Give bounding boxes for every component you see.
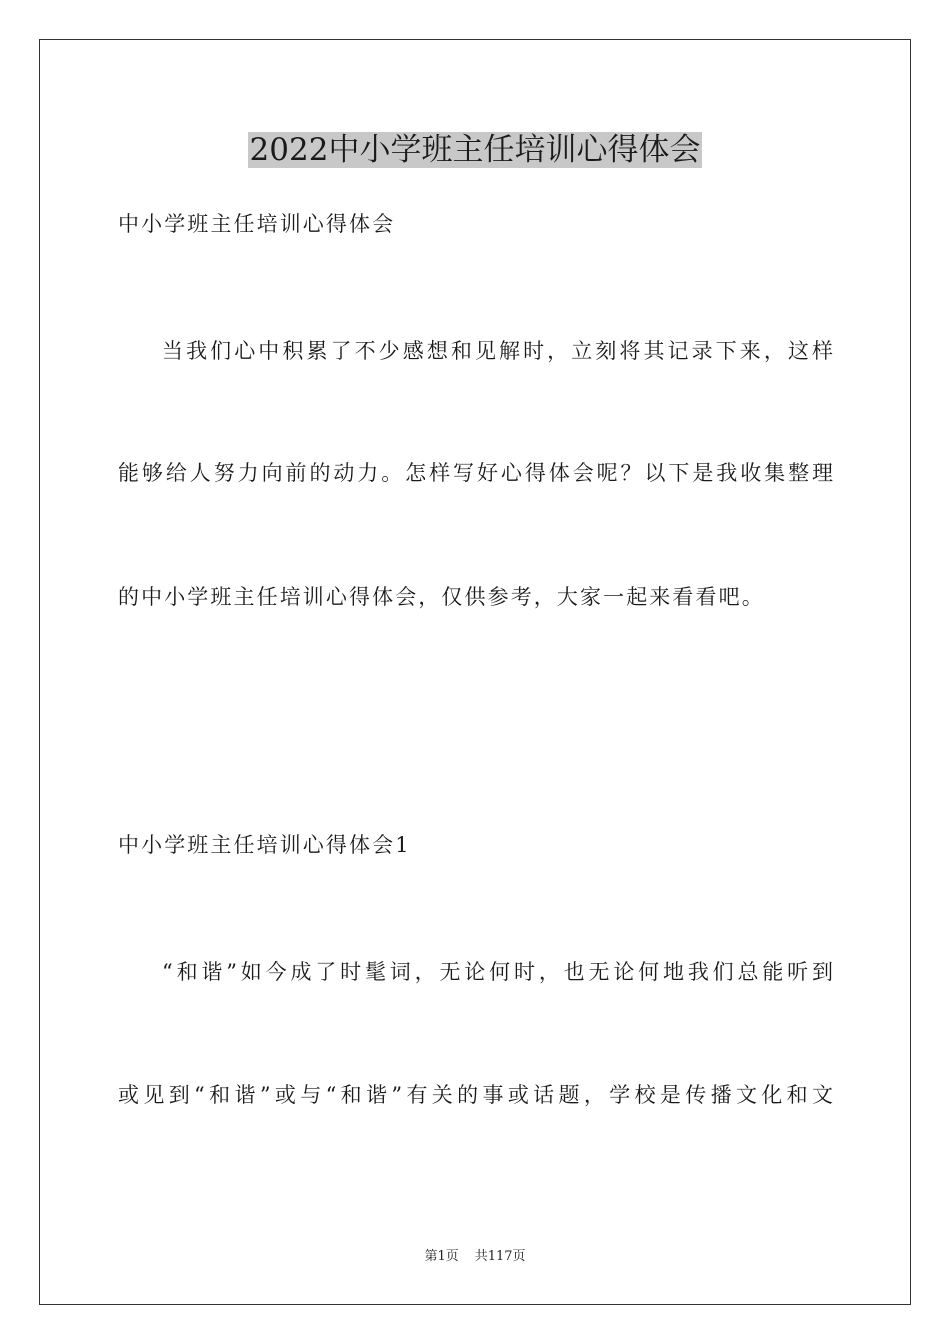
document-title-text: 2022中小学班主任培训心得体会 (249, 132, 701, 168)
page-number: 第1页 (424, 1249, 459, 1264)
intro-line-1: 当我们心中积累了不少感想和见解时，立刻将其记录下来，这样 (162, 339, 833, 363)
page-total: 共117页 (474, 1249, 526, 1264)
section-line-2: 或见到“和谐”或与“和谐”有关的事或话题，学校是传播文化和文 (118, 1083, 833, 1107)
page-footer (0, 1248, 950, 1266)
intro-line-3: 的中小学班主任培训心得体会，仅供参考，大家一起来看看吧。 (118, 585, 765, 609)
section-heading: 中小学班主任培训心得体会1 (118, 833, 411, 857)
document-title (0, 128, 950, 172)
intro-line-2: 能够给人努力向前的动力。怎样写好心得体会呢？以下是我收集整理 (118, 461, 833, 485)
section-line-1: “和谐”如今成了时髦词，无论何时，也无论何地我们总能听到 (162, 960, 833, 984)
document-subtitle: 中小学班主任培训心得体会 (118, 212, 396, 236)
